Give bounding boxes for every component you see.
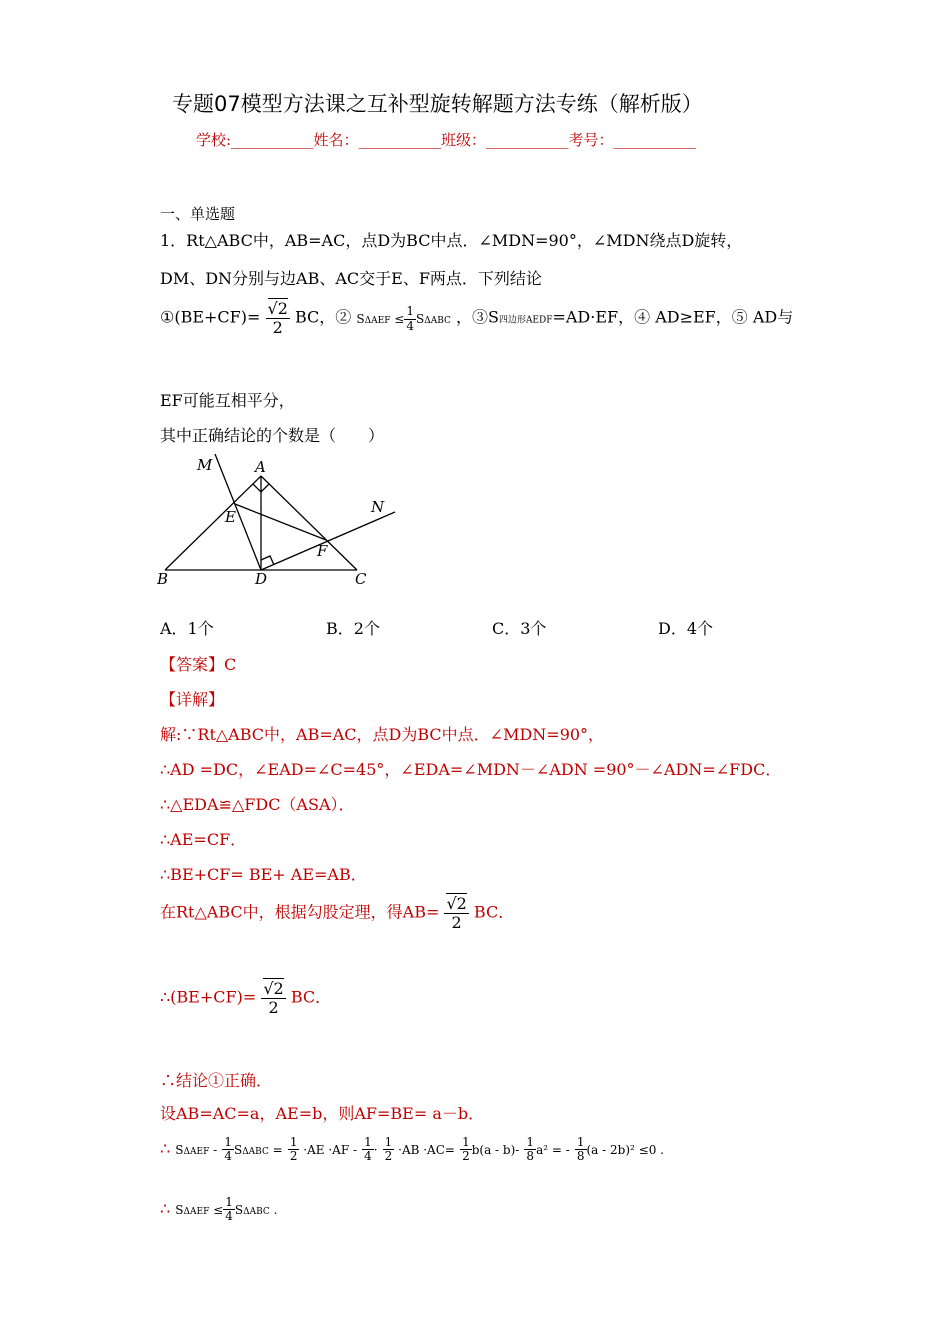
step-7-suffix: BC． xyxy=(290,987,332,1007)
solution-step-11: ∴ SΔAEF ≤ $\frac{1}{4}$ SΔABC . xyxy=(160,1195,278,1224)
denominator: 4 xyxy=(224,1149,232,1164)
denominator: 8 xyxy=(576,1149,585,1164)
ray-dn xyxy=(261,512,395,570)
solution-step-2: ∴AD =DC，∠EAD=∠C=45°，∠EDA=∠MDN－∠ADN =90°－∠ADN=∠FDC． xyxy=(160,760,782,779)
fraction-sqrt2-over-2 xyxy=(266,300,290,336)
solution-step-7 xyxy=(160,980,331,1016)
solution-step-10: ∴ SΔAEF - $\frac{1}{4}$ SΔABC = $\frac{1}{2}$ ·AE ·AF - $\frac{1}{4}$ · $\frac{1}{2}$ ·AB ·AC= $\frac{1}{2}$ b(a - b)- $\frac{1}{8}$ a² = - $\frac{1}{8}$ (a - 2b)² ≤0 . xyxy=(160,1135,664,1164)
therefore-symbol: ∴ xyxy=(160,1139,171,1159)
fraction-sqrt2-over-2 xyxy=(444,895,468,931)
numerator: 1 xyxy=(576,1135,585,1149)
option-a[interactable]: A．1个 xyxy=(160,619,214,638)
right-angle-mark-d xyxy=(261,556,274,565)
option-b[interactable]: B．2个 xyxy=(326,619,380,638)
solution-step-5: ∴BE+CF= BE+ AE=AB． xyxy=(160,865,367,884)
numerator: 1 xyxy=(526,1135,535,1149)
step-6-prefix: 在Rt△ABC中，根据勾股定理，得AB= xyxy=(160,902,440,922)
section-heading: 一、单选题 xyxy=(160,205,236,223)
denominator: 4 xyxy=(406,318,414,333)
label-e: E xyxy=(225,508,236,526)
solution-step-6 xyxy=(160,895,514,931)
solution-step-9: 设AB=AC=a，AE=b，则AF=BE= a－b． xyxy=(160,1104,485,1123)
question-line-2: DM、DN分别与边AB、AC交于E、F两点．下列结论 xyxy=(160,269,542,288)
solution-step-3: ∴△EDA≌△FDC（ASA）． xyxy=(160,795,355,814)
geometry-figure xyxy=(155,452,405,588)
numerator: 1 xyxy=(224,1135,232,1149)
segment-ef xyxy=(235,504,326,540)
denominator: 2 xyxy=(272,317,283,337)
solution-step-4: ∴AE=CF． xyxy=(160,830,247,849)
question-line-5: 其中正确结论的个数是（ ） xyxy=(160,426,385,445)
conclusion-3-suffix: =AD·EF，④ AD≥EF，⑤ AD与 xyxy=(552,307,794,327)
denominator: 2 xyxy=(462,1149,470,1164)
numerator: √2 xyxy=(263,979,284,998)
numerator: 1 xyxy=(364,1135,372,1149)
numerator: 1 xyxy=(462,1135,470,1149)
label-n: N xyxy=(371,498,385,516)
numerator: 1 xyxy=(225,1195,233,1209)
numerator: 1 xyxy=(406,304,414,319)
label-b: B xyxy=(157,570,169,588)
label-f: F xyxy=(317,542,328,560)
conclusion-3-prefix: ，③S xyxy=(455,307,499,327)
question-line-1: 1．Rt△ABC中，AB=AC，点D为BC中点．∠MDN=90°，∠MDN绕点D旋转， xyxy=(160,231,743,250)
denominator: 8 xyxy=(526,1149,535,1164)
answer-options xyxy=(160,616,824,639)
step-7-prefix: ∴(BE+CF)= xyxy=(160,987,257,1007)
numerator: √2 xyxy=(267,299,288,318)
question-conclusions xyxy=(160,300,793,336)
conclusion-2-formula: SΔAEF ≤ $\frac{1}{4}$ SΔABC xyxy=(356,304,451,333)
solution-step-1: 解:∵Rt△ABC中，AB=AC，点D为BC中点．∠MDN=90°， xyxy=(160,725,605,744)
solution-step-8: ∴结论①正确． xyxy=(160,1071,273,1090)
label-d: D xyxy=(255,570,268,588)
conclusion-1-prefix: ①(BE+CF)= xyxy=(160,307,261,327)
numerator: √2 xyxy=(446,894,467,913)
segment-ab xyxy=(165,476,261,570)
label-a: A xyxy=(255,458,266,476)
denominator: 2 xyxy=(384,1149,393,1164)
question-line-4: EF可能互相平分， xyxy=(160,391,295,410)
conclusion-3-subscript: 四边形AEDF xyxy=(498,315,553,326)
option-d[interactable]: D．4个 xyxy=(658,619,714,638)
denominator: 4 xyxy=(364,1149,372,1164)
conclusion-1-suffix: BC，② xyxy=(294,307,352,327)
option-c[interactable]: C．3个 xyxy=(492,619,547,638)
answer-label: 【答案】C xyxy=(160,655,237,674)
denominator: 2 xyxy=(268,997,279,1017)
detail-label: 【详解】 xyxy=(160,690,225,709)
label-c: C xyxy=(355,570,367,588)
therefore-symbol: ∴ xyxy=(160,1199,171,1219)
page-title: 专题07模型方法课之互补型旋转解题方法专练（解析版） xyxy=(172,92,703,116)
numerator: 1 xyxy=(384,1135,393,1149)
label-m: M xyxy=(197,456,213,474)
segment-ac xyxy=(261,476,357,570)
step-6-suffix: BC． xyxy=(473,902,515,922)
denominator: 4 xyxy=(225,1209,233,1224)
student-info-line: 学校:___________姓名：___________班级：___________考号：___________ xyxy=(196,131,697,149)
fraction-sqrt2-over-2 xyxy=(261,980,285,1016)
denominator: 2 xyxy=(451,912,462,932)
denominator: 2 xyxy=(289,1149,298,1164)
numerator: 1 xyxy=(289,1135,298,1149)
